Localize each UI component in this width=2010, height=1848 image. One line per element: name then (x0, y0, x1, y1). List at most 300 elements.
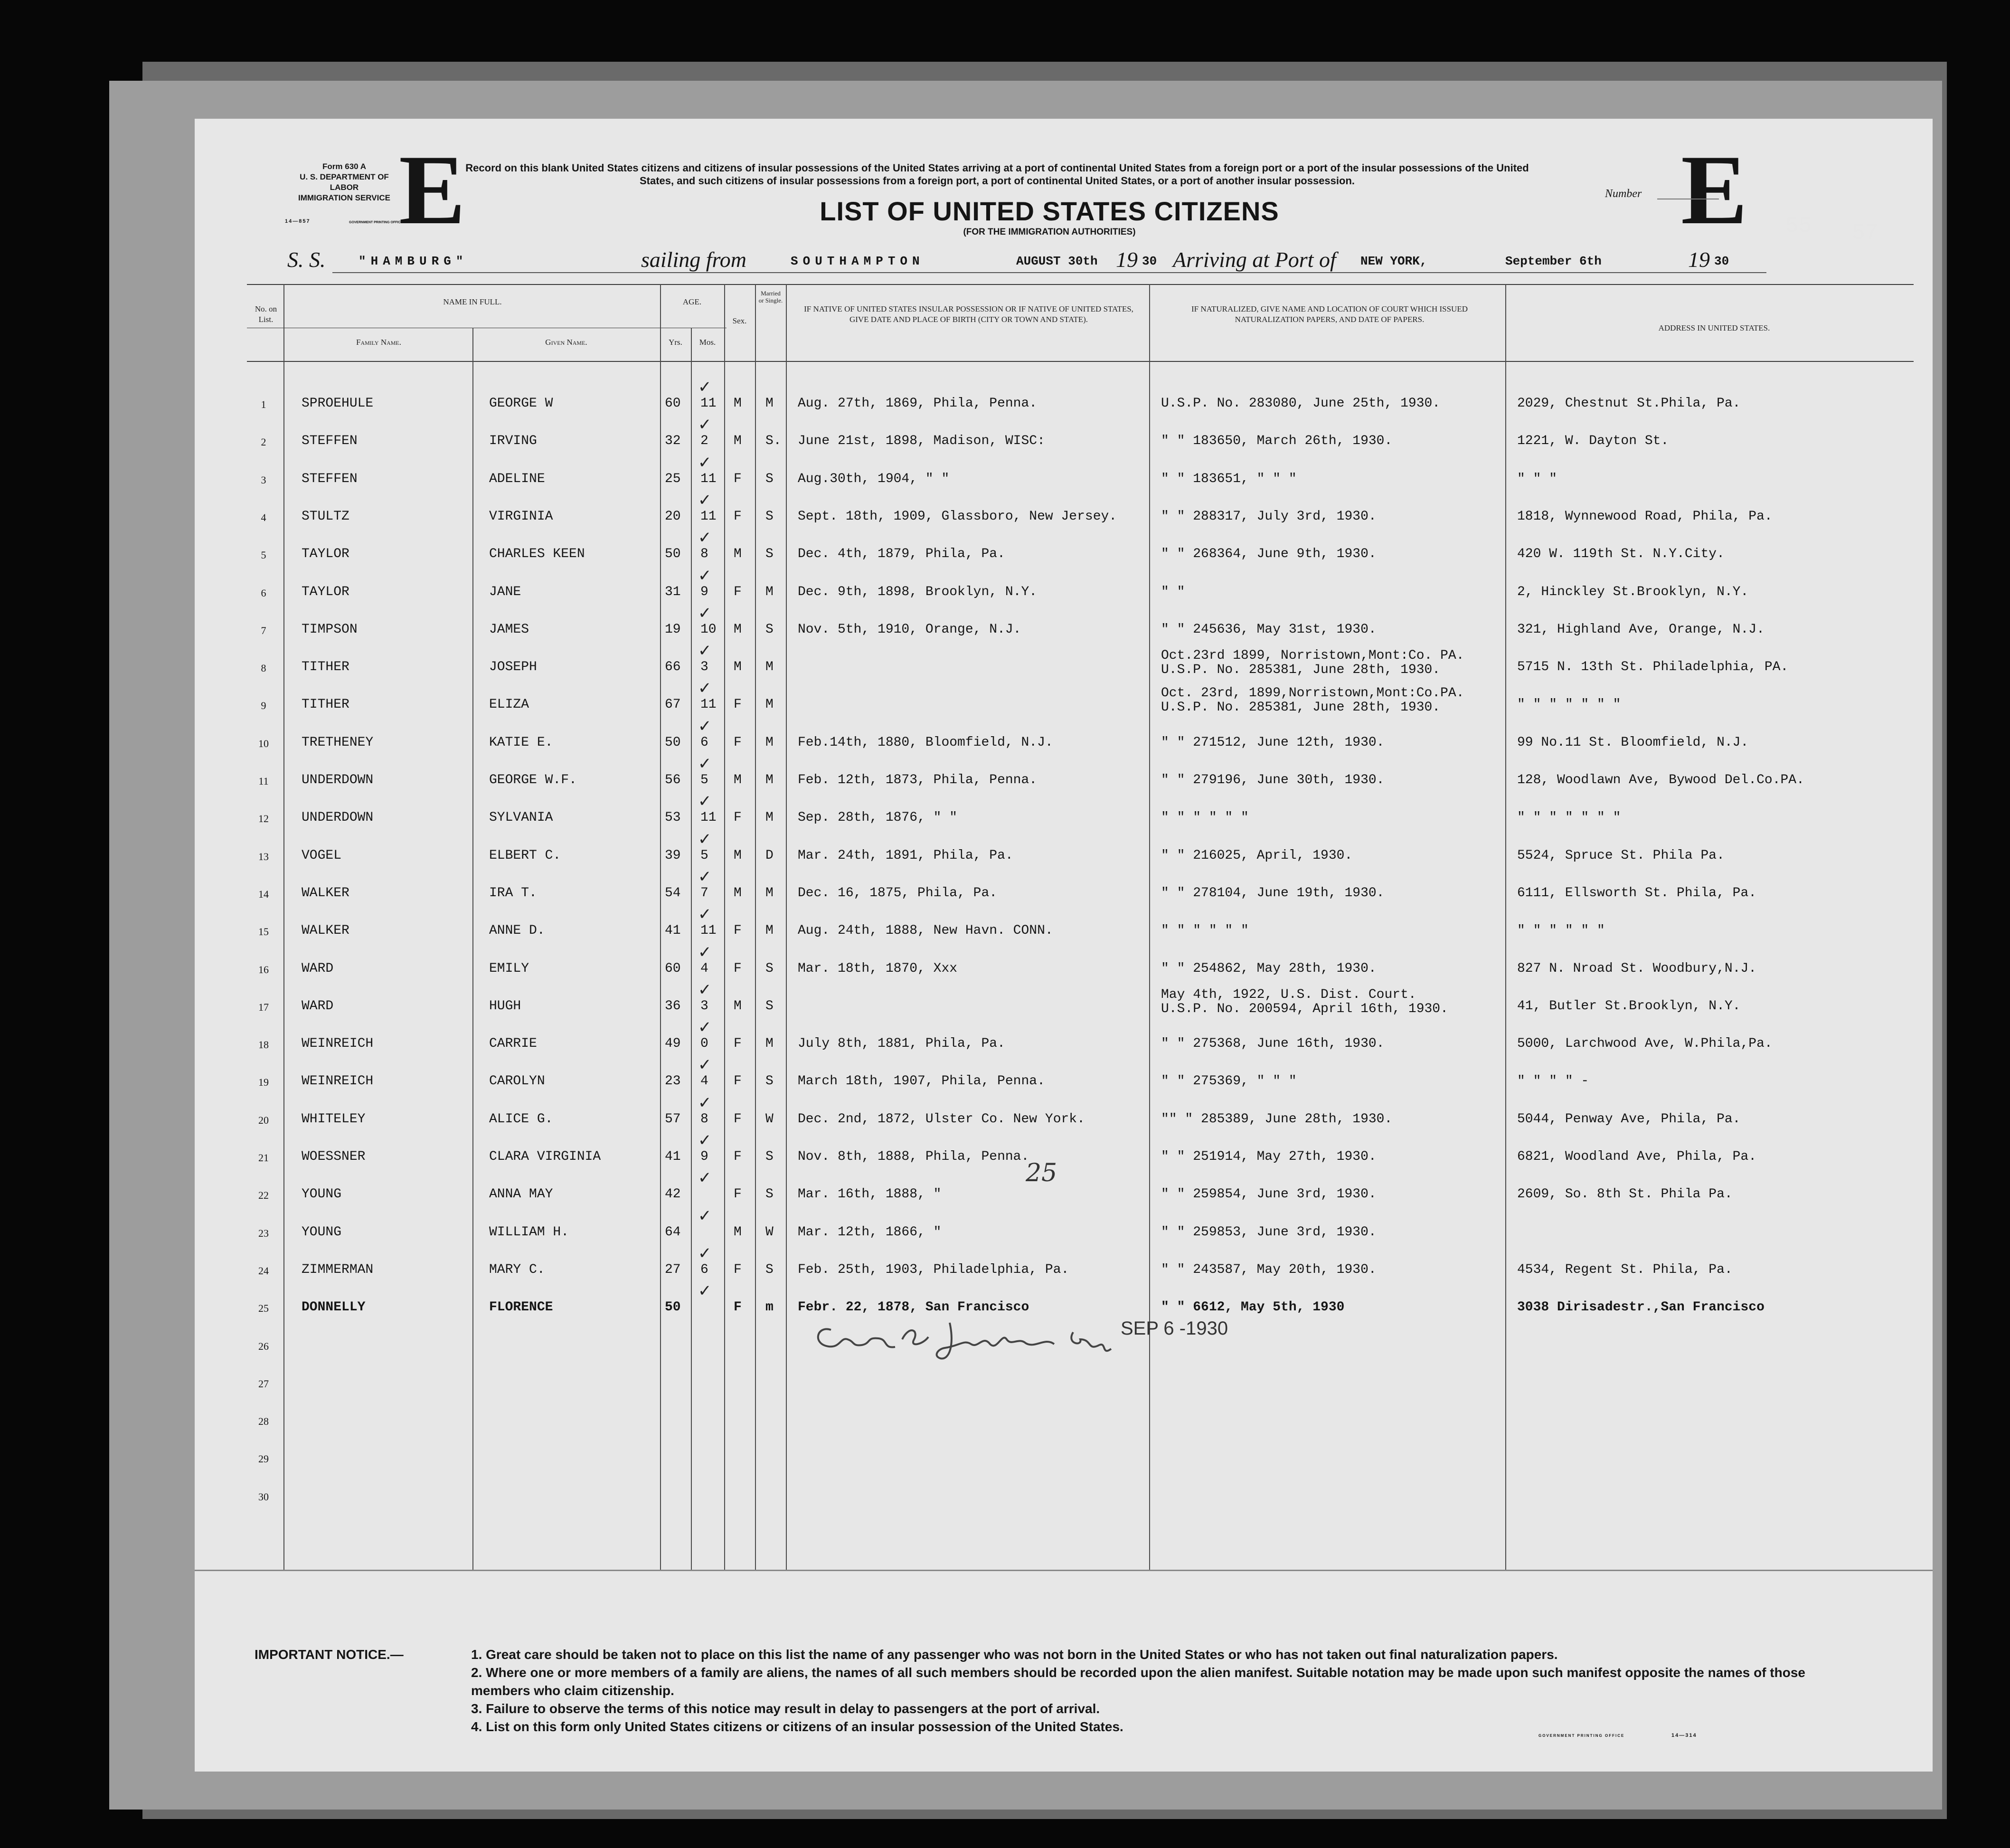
page-number-left: 55 (1785, 214, 1812, 238)
row-yrs: 67 (665, 697, 681, 712)
row-birth: Dec. 9th, 1898, Brooklyn, N.Y. (798, 585, 1038, 599)
row-nat: " " " " " " (1161, 810, 1249, 825)
table-top-rule (247, 284, 1914, 285)
important-notice: IMPORTANT NOTICE.— 1. Great care should be taken not to place on this list the name of any passenger who was not born in the United States or who has not taken out final naturalization papers. 2. Where one or more members of a family are aliens, the names of all such members should be recorded upon the alien manifest. Suitable notation may be made upon such manifest opposite the names of those members who claim citizenship. 3. Failure to observe the terms of this notice may result in delay to passengers at the port of arrival. 4. List on this form only United States citizens or citizens of an insular possession of the United States. (255, 1646, 1821, 1664)
header-birth: IF NATIVE OF UNITED STATES INSULAR POSSESSION OR IF NATIVE OF UNITED STATES, GIVE DATE AND PLACE OF BIRTH (CITY OR TOWN AND STATE). (804, 304, 1133, 324)
row-number: 3 (261, 474, 266, 486)
row-given: IRVING (489, 434, 537, 448)
row-birth: March 18th, 1907, Phila, Penna. (798, 1074, 1045, 1089)
column-rule (1149, 284, 1150, 1570)
row-family: STEFFEN (302, 472, 358, 486)
row-yrs: 19 (665, 622, 681, 637)
row-ms: M (765, 810, 774, 825)
row-given: IRA T. (489, 886, 537, 900)
header-age-yrs: Yrs. (669, 338, 682, 347)
row-addr: 2, Hinckley St.Brooklyn, N.Y. (1517, 585, 1749, 599)
row-ms: M (765, 660, 774, 674)
row-ms: S (765, 961, 774, 976)
row-addr: 41, Butler St.Brooklyn, N.Y. (1517, 999, 1741, 1014)
row-given: CAROLYN (489, 1074, 545, 1089)
row-addr: 99 No.11 St. Bloomfield, N.J. (1517, 735, 1749, 750)
row-given: JOSEPH (489, 660, 537, 674)
check-mark: ✓ (698, 755, 712, 773)
row-number: 2 (261, 436, 266, 448)
row-ms: S (765, 1149, 774, 1164)
row-nat-line2: U.S.P. No. 285381, June 28th, 1930. (1161, 700, 1441, 715)
row-given: ALICE G. (489, 1112, 553, 1127)
row-sex: F (734, 923, 742, 938)
column-rule (691, 328, 692, 1570)
header-bottom-rule (247, 361, 1914, 362)
row-addr: 321, Highland Ave, Orange, N.J. (1517, 622, 1765, 637)
check-mark: ✓ (698, 604, 712, 622)
row-birth: Aug.30th, 1904, " " (798, 472, 950, 486)
row-family: WHITELEY (302, 1112, 366, 1127)
sail-year: 30 (1142, 254, 1157, 268)
row-yrs: 25 (665, 472, 681, 486)
row-mos: 11 (700, 697, 717, 712)
row-nat: Oct. 23rd, 1899,Norristown,Mont:Co.PA. (1161, 686, 1464, 701)
row-given: ELBERT C. (489, 848, 561, 863)
row-nat: Oct.23rd 1899, Norristown,Mont:Co. PA. (1161, 648, 1464, 663)
row-sex: M (734, 434, 742, 448)
row-mos: 0 (700, 1036, 708, 1051)
row-mos: 3 (700, 999, 708, 1014)
row-family: WARD (302, 999, 334, 1014)
footer-imprint: GOVERNMENT PRINTING OFFICE (1538, 1734, 1625, 1738)
row-birth: Mar. 16th, 1888, " (798, 1187, 942, 1202)
row-nat: " " 275369, " " " (1161, 1074, 1297, 1089)
row-yrs: 54 (665, 886, 681, 900)
row-nat: " " 243587, May 20th, 1930. (1161, 1262, 1377, 1277)
column-rule (1505, 284, 1506, 1570)
check-mark: ✓ (698, 378, 712, 396)
form-code: 14—857 (285, 218, 311, 224)
row-nat: " " 278104, June 19th, 1930. (1161, 886, 1385, 900)
column-rule (755, 284, 756, 1570)
row-nat: " " 6612, May 5th, 1930 (1161, 1300, 1345, 1315)
row-mos: 8 (700, 1112, 708, 1127)
row-nat: " " 271512, June 12th, 1930. (1161, 735, 1385, 750)
row-birth: July 8th, 1881, Phila, Pa. (798, 1036, 1005, 1051)
row-sex: M (734, 622, 742, 637)
row-addr: 1221, W. Dayton St. (1517, 434, 1669, 448)
row-yrs: 36 (665, 999, 681, 1014)
row-yrs: 60 (665, 396, 681, 411)
header-sex: Sex. (732, 316, 747, 325)
row-nat: "" " 285389, June 28th, 1930. (1161, 1112, 1393, 1127)
row-birth: Nov. 5th, 1910, Orange, N.J. (798, 622, 1021, 637)
row-birth: Sept. 18th, 1909, Glassboro, New Jersey. (798, 509, 1117, 524)
page-title: LIST OF UNITED STATES CITIZENS (820, 196, 1279, 226)
row-yrs: 50 (665, 1300, 681, 1315)
row-addr: " " " " - (1517, 1074, 1589, 1089)
row-family: SPROEHULE (302, 396, 374, 411)
row-ms: S (765, 999, 774, 1014)
row-nat: " " " " " " (1161, 923, 1249, 938)
row-addr: " " " " " " (1517, 923, 1605, 938)
row-family: TITHER (302, 660, 349, 674)
row-mos: 5 (700, 773, 708, 787)
row-family: YOUNG (302, 1225, 342, 1240)
row-number: 20 (258, 1114, 269, 1126)
row-number: 17 (258, 1001, 269, 1013)
row-mos: 11 (700, 396, 717, 411)
row-family: DONNELLY (302, 1300, 366, 1315)
row-ms: M (765, 735, 774, 750)
row-nat: " " 275368, June 16th, 1930. (1161, 1036, 1385, 1051)
row-number: 30 (258, 1491, 269, 1503)
row-family: UNDERDOWN (302, 773, 374, 787)
year-prefix: 19 (1688, 247, 1710, 272)
row-nat: " " 254862, May 28th, 1930. (1161, 961, 1377, 976)
column-rule (660, 284, 661, 1570)
form-letter-left: E (399, 135, 466, 245)
notice-item: 2. Where one or more members of a family are aliens, the names of all such members should be recorded upon the alien manifest. Suitable notation may be made upon such manifest opposite the names of those members who claim citizenship. (471, 1665, 1805, 1698)
row-number: 11 (258, 775, 269, 787)
row-given: FLORENCE (489, 1300, 553, 1315)
row-number: 23 (258, 1227, 269, 1239)
row-sex: F (734, 509, 742, 524)
row-sex: F (734, 961, 742, 976)
row-given: JANE (489, 585, 521, 599)
row-birth: Dec. 4th, 1879, Phila, Pa. (798, 547, 1005, 561)
row-nat-line2: U.S.P. No. 285381, June 28th, 1930. (1161, 663, 1441, 677)
row-birth: Aug. 24th, 1888, New Havn. CONN. (798, 923, 1053, 938)
row-given: WILLIAM H. (489, 1225, 569, 1240)
row-ms: M (765, 886, 774, 900)
row-given: KATIE E. (489, 735, 553, 750)
row-birth: June 21st, 1898, Madison, WISC: (798, 434, 1045, 448)
row-ms: M (765, 585, 774, 599)
row-sex: M (734, 999, 742, 1014)
row-number: 12 (258, 813, 269, 824)
row-nat: May 4th, 1922, U.S. Dist. Court. (1161, 987, 1416, 1002)
row-mos: 11 (700, 810, 717, 825)
check-mark: ✓ (698, 1018, 712, 1036)
row-mos: 9 (700, 585, 708, 599)
row-number: 16 (258, 964, 269, 976)
check-mark: ✓ (698, 454, 712, 472)
check-mark: ✓ (698, 981, 712, 999)
row-mos: 4 (700, 1074, 708, 1089)
header-family-name: Family Name. (356, 338, 402, 347)
row-family: TRETHENEY (302, 735, 374, 750)
row-given: MARY C. (489, 1262, 545, 1277)
row-sex: F (734, 735, 742, 750)
header-married-single: Married or Single. (758, 290, 783, 304)
row-sex: M (734, 886, 742, 900)
row-nat: " " 259853, June 3rd, 1930. (1161, 1225, 1377, 1240)
check-mark: ✓ (698, 1207, 712, 1225)
check-mark: ✓ (698, 1094, 712, 1112)
row-birth: Feb. 12th, 1873, Phila, Penna. (798, 773, 1038, 787)
row-number: 29 (258, 1453, 269, 1465)
row-given: ANNA MAY (489, 1187, 553, 1202)
row-ms: S (765, 547, 774, 561)
port-from: SOUTHAMPTON (791, 254, 925, 268)
row-sex: F (734, 1187, 742, 1202)
row-yrs: 50 (665, 547, 681, 561)
row-yrs: 31 (665, 585, 681, 599)
page-subtitle: (FOR THE IMMIGRATION AUTHORITIES) (963, 227, 1136, 237)
row-yrs: 49 (665, 1036, 681, 1051)
row-ms: S (765, 1262, 774, 1277)
notice-item: 1. Great care should be taken not to place on this list the name of any passenger who was not born in the United States or who has not taken out final naturalization papers. (471, 1647, 1558, 1662)
page-number-right: 57 (1852, 221, 1878, 246)
row-ms: S (765, 622, 774, 637)
header-no: No. on List. (255, 304, 277, 324)
check-mark: ✓ (698, 943, 712, 961)
row-nat: " " 183650, March 26th, 1930. (1161, 434, 1393, 448)
row-nat: " " 279196, June 30th, 1930. (1161, 773, 1385, 787)
row-addr: 5524, Spruce St. Phila Pa. (1517, 848, 1725, 863)
row-number: 1 (261, 398, 266, 410)
manifest-sheet (195, 119, 1933, 1772)
row-family: VOGEL (302, 848, 342, 863)
row-nat: " " 268364, June 9th, 1930. (1161, 547, 1377, 561)
row-addr: 4534, Regent St. Phila, Pa. (1517, 1262, 1733, 1277)
check-mark: ✓ (698, 792, 712, 810)
row-ms: W (765, 1112, 774, 1127)
row-mos: 9 (700, 1149, 708, 1164)
check-mark: ✓ (698, 642, 712, 660)
check-mark: ✓ (698, 905, 712, 923)
notice-item: 4. List on this form only United States citizens or citizens of an insular possession of the United States. (471, 1719, 1123, 1734)
arrival-year: 30 (1714, 254, 1729, 268)
row-family: WALKER (302, 886, 349, 900)
row-addr: 1818, Wynnewood Road, Phila, Pa. (1517, 509, 1773, 524)
row-yrs: 41 (665, 923, 681, 938)
row-family: WEINREICH (302, 1036, 374, 1051)
row-yrs: 53 (665, 810, 681, 825)
row-ms: W (765, 1225, 774, 1240)
row-given: GEORGE W.F. (489, 773, 577, 787)
column-rule (724, 284, 725, 1570)
row-addr: 2609, So. 8th St. Phila Pa. (1517, 1187, 1733, 1202)
row-birth: Febr. 22, 1878, San Francisco (798, 1300, 1029, 1315)
row-number: 21 (258, 1152, 269, 1164)
row-sex: F (734, 1300, 742, 1315)
row-sex: M (734, 396, 742, 411)
row-family: ZIMMERMAN (302, 1262, 374, 1277)
row-sex: F (734, 810, 742, 825)
row-number: 9 (261, 700, 266, 711)
row-yrs: 66 (665, 660, 681, 674)
row-given: JAMES (489, 622, 529, 637)
row-mos: 11 (700, 509, 717, 524)
row-sex: M (734, 547, 742, 561)
row-sex: M (734, 848, 742, 863)
inspector-signature (807, 1311, 1121, 1363)
row-ms: S (765, 472, 774, 486)
form-id-line: U. S. DEPARTMENT OF LABOR (300, 172, 389, 192)
row-ms: M (765, 773, 774, 787)
header-address: ADDRESS IN UNITED STATES. (1658, 323, 1770, 332)
row-mos: 8 (700, 547, 708, 561)
row-sex: M (734, 660, 742, 674)
row-ms: M (765, 396, 774, 411)
row-family: STEFFEN (302, 434, 358, 448)
footer-code: 14—314 (1671, 1733, 1697, 1738)
row-given: ADELINE (489, 472, 545, 486)
row-addr: 6821, Woodland Ave, Phila, Pa. (1517, 1149, 1757, 1164)
number-label: Number (1605, 188, 1642, 200)
row-number: 8 (261, 662, 266, 674)
row-family: STULTZ (302, 509, 349, 524)
row-number: 15 (258, 926, 269, 938)
arrival-date: September 6th (1505, 254, 1602, 268)
row-nat: " " (1161, 585, 1185, 599)
row-nat: " " 251914, May 27th, 1930. (1161, 1149, 1377, 1164)
header-age-mos: Mos. (699, 338, 716, 347)
row-mos: 10 (700, 622, 717, 637)
row-addr: 3038 Dirisadestr.,San Francisco (1517, 1300, 1765, 1315)
row-nat-line2: U.S.P. No. 200594, April 16th, 1930. (1161, 1002, 1448, 1016)
column-rule (786, 284, 787, 1570)
row-birth: Feb.14th, 1880, Bloomfield, N.J. (798, 735, 1053, 750)
row-family: WALKER (302, 923, 349, 938)
row-addr: 5044, Penway Ave, Phila, Pa. (1517, 1112, 1741, 1127)
row-given: CLARA VIRGINIA (489, 1149, 601, 1164)
check-mark: ✓ (698, 1282, 712, 1300)
row-yrs: 60 (665, 961, 681, 976)
date-stamp: SEP 6 -1930 (1121, 1318, 1228, 1339)
row-nat: " " 245636, May 31st, 1930. (1161, 622, 1377, 637)
check-mark: ✓ (698, 1131, 712, 1149)
row-ms: S (765, 1187, 774, 1202)
row-given: VIRGINIA (489, 509, 553, 524)
port-to: NEW YORK, (1360, 254, 1427, 268)
check-mark: ✓ (698, 717, 712, 735)
row-ms: S (765, 1074, 774, 1089)
row-birth: Mar. 18th, 1870, Xxx (798, 961, 958, 976)
row-number: 25 (258, 1302, 269, 1314)
row-ms: M (765, 1036, 774, 1051)
row-addr: 5000, Larchwood Ave, W.Phila,Pa. (1517, 1036, 1773, 1051)
row-number: 26 (258, 1340, 269, 1352)
header-name-in-full: NAME IN FULL. (443, 297, 502, 306)
year-prefix: 19 (1116, 247, 1138, 272)
form-instructions: Record on this blank United States citizens and citizens of insular possessions of the United States arriving at a port of continental United States from a foreign port or a port of the insular possessions of the United States, and such citizens of insular possessions from a foreign port, a port of continental United States, or a port of another insular possession. (465, 162, 1529, 187)
row-ms: m (765, 1300, 774, 1315)
row-birth: Aug. 27th, 1869, Phila, Penna. (798, 396, 1038, 411)
row-nat: " " 288317, July 3rd, 1930. (1161, 509, 1377, 524)
notice-items (471, 1646, 1824, 1736)
row-sex: F (734, 472, 742, 486)
row-yrs: 32 (665, 434, 681, 448)
row-sex: F (734, 697, 742, 712)
row-nat: " " 183651, " " " (1161, 472, 1297, 486)
check-mark: ✓ (698, 416, 712, 434)
row-number: 19 (258, 1076, 269, 1088)
row-birth: Dec. 2nd, 1872, Ulster Co. New York. (798, 1112, 1085, 1127)
voyage-underline (332, 272, 1766, 273)
row-birth: Nov. 8th, 1888, Phila, Penna. (798, 1149, 1029, 1164)
row-number: 24 (258, 1265, 269, 1277)
check-mark: ✓ (698, 1169, 712, 1187)
row-family: TIMPSON (302, 622, 358, 637)
row-number: 14 (258, 888, 269, 900)
check-mark: ✓ (698, 830, 712, 848)
row-addr: 128, Woodlawn Ave, Bywood Del.Co.PA. (1517, 773, 1804, 787)
row-family: UNDERDOWN (302, 810, 374, 825)
row-number: 18 (258, 1039, 269, 1051)
row-family: YOUNG (302, 1187, 342, 1202)
row-nat: " " 259854, June 3rd, 1930. (1161, 1187, 1377, 1202)
row-family: TAYLOR (302, 585, 349, 599)
row-mos: 2 (700, 434, 708, 448)
header-age: AGE. (682, 297, 702, 306)
row-yrs: 42 (665, 1187, 681, 1202)
notice-label: IMPORTANT NOTICE. (255, 1647, 390, 1662)
row-given: ANNE D. (489, 923, 545, 938)
row-addr: 2029, Chestnut St.Phila, Pa. (1517, 396, 1741, 411)
row-mos: 5 (700, 848, 708, 863)
header-naturalization: IF NATURALIZED, GIVE NAME AND LOCATION OF COURT WHICH ISSUED NATURALIZATION PAPERS, AND DATE OF PAPERS. (1191, 304, 1468, 324)
column-rule (472, 328, 473, 1570)
row-number: 28 (258, 1415, 269, 1427)
ss-label: S. S. (287, 247, 326, 272)
row-addr: " " " " " " " (1517, 697, 1621, 712)
row-ms: M (765, 923, 774, 938)
sailing-from-label: sailing from (641, 247, 746, 272)
row-family: WARD (302, 961, 334, 976)
row-mos: 4 (700, 961, 708, 976)
row-sex: M (734, 1225, 742, 1240)
row-mos: 6 (700, 735, 708, 750)
table-bottom-rule (195, 1570, 1933, 1571)
notice-item: 3. Failure to observe the terms of this notice may result in delay to passengers at the port of arrival. (471, 1701, 1100, 1716)
row-yrs: 64 (665, 1225, 681, 1240)
row-given: ELIZA (489, 697, 529, 712)
row-addr: " " " " " " " (1517, 810, 1621, 825)
row-family: TITHER (302, 697, 349, 712)
row-mos: 11 (700, 472, 717, 486)
row-sex: F (734, 585, 742, 599)
row-yrs: 50 (665, 735, 681, 750)
form-id-line: IMMIGRATION SERVICE (298, 193, 390, 202)
row-sex: F (734, 1074, 742, 1089)
row-ms: S. (765, 434, 782, 448)
row-birth: Sep. 28th, 1876, " " (798, 810, 958, 825)
row-nat: " " 216025, April, 1930. (1161, 848, 1353, 863)
row-number: 22 (258, 1189, 269, 1201)
row-number: 10 (258, 738, 269, 749)
check-mark: ✓ (698, 679, 712, 697)
row-yrs: 56 (665, 773, 681, 787)
row-number: 4 (261, 512, 266, 523)
row-yrs: 57 (665, 1112, 681, 1127)
row-given: GEORGE W (489, 396, 553, 411)
row-given: EMILY (489, 961, 529, 976)
row-given: HUGH (489, 999, 521, 1014)
row-number: 5 (261, 549, 266, 561)
row-addr: 827 N. Nroad St. Woodbury,N.J. (1517, 961, 1757, 976)
check-mark: ✓ (698, 1244, 712, 1262)
row-addr: 420 W. 119th St. N.Y.City. (1517, 547, 1725, 561)
column-rule (283, 284, 284, 1570)
form-imprint: GOVERNMENT PRINTING OFFICE (349, 221, 403, 224)
sail-date: AUGUST 30th (1016, 254, 1098, 268)
row-birth: Dec. 16, 1875, Phila, Pa. (798, 886, 998, 900)
row-family: TAYLOR (302, 547, 349, 561)
row-sex: F (734, 1036, 742, 1051)
row-given: SYLVANIA (489, 810, 553, 825)
row-number: 13 (258, 851, 269, 862)
row-given: CHARLES KEEN (489, 547, 585, 561)
row-sex: F (734, 1149, 742, 1164)
